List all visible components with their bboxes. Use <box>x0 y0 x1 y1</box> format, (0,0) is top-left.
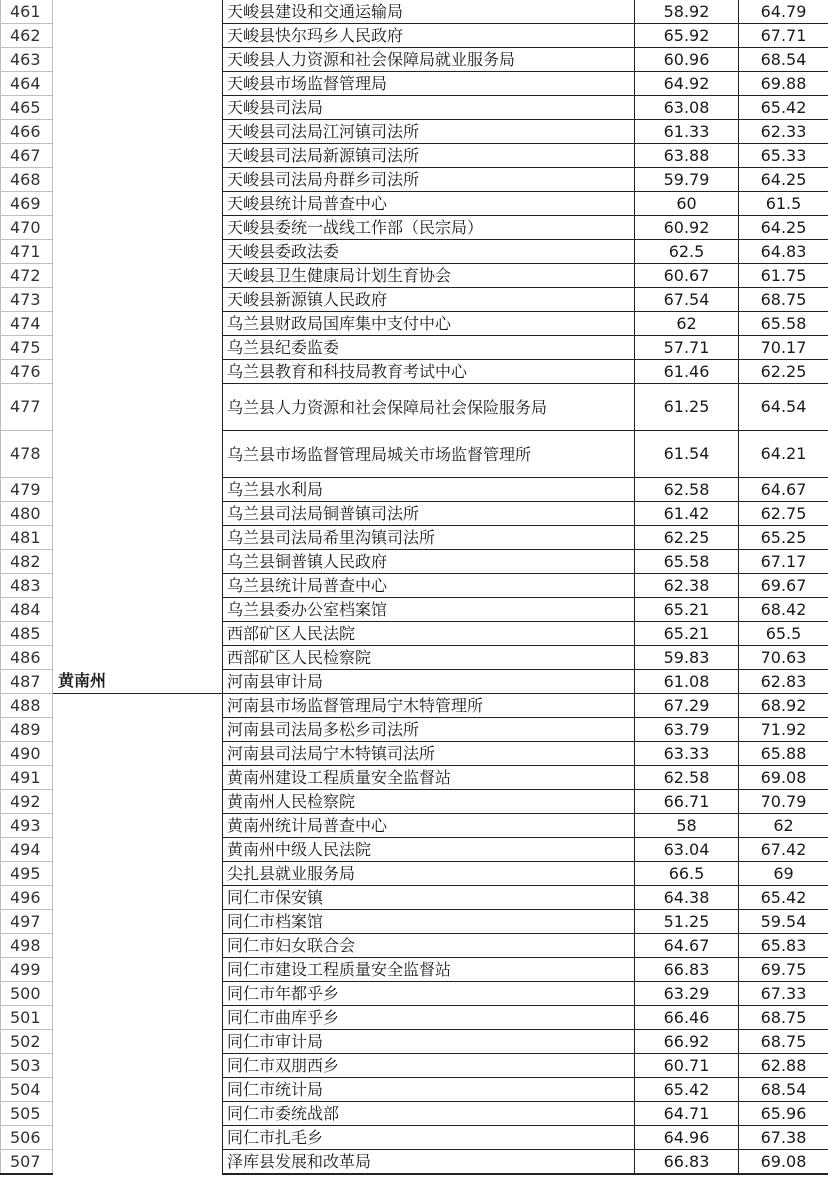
score-1-cell[interactable]: 60.67 <box>635 264 739 288</box>
table-row[interactable] <box>1 742 828 766</box>
region-cell[interactable] <box>53 0 223 24</box>
row-number-cell[interactable]: 468 <box>1 168 53 192</box>
table-row[interactable] <box>1 502 828 526</box>
region-cell[interactable] <box>53 550 223 574</box>
region-cell[interactable] <box>53 718 223 742</box>
table-row[interactable] <box>1 1102 828 1126</box>
score-2-cell[interactable]: 65.83 <box>739 934 828 958</box>
region-cell[interactable] <box>53 192 223 216</box>
score-1-cell[interactable]: 58.92 <box>635 0 739 24</box>
score-1-cell[interactable]: 66.83 <box>635 1150 739 1175</box>
unit-name-cell[interactable]: 同仁市档案馆 <box>223 910 635 934</box>
unit-name-cell[interactable]: 天峻县统计局普查中心 <box>223 192 635 216</box>
unit-name-cell[interactable]: 天峻县委政法委 <box>223 240 635 264</box>
table-row[interactable] <box>1 862 828 886</box>
table-row[interactable] <box>1 1006 828 1030</box>
score-2-cell[interactable]: 62.25 <box>739 360 828 384</box>
score-2-cell[interactable]: 64.79 <box>739 0 828 24</box>
region-cell[interactable] <box>53 886 223 910</box>
score-2-cell[interactable]: 69.88 <box>739 72 828 96</box>
unit-name-cell[interactable]: 同仁市委统战部 <box>223 1102 635 1126</box>
score-2-cell[interactable]: 67.71 <box>739 24 828 48</box>
region-cell[interactable] <box>53 958 223 982</box>
row-number-cell[interactable]: 476 <box>1 360 53 384</box>
unit-name-cell[interactable]: 河南县司法局多松乡司法所 <box>223 718 635 742</box>
unit-name-cell[interactable]: 同仁市建设工程质量安全监督站 <box>223 958 635 982</box>
row-number-cell[interactable]: 474 <box>1 312 53 336</box>
row-number-cell[interactable]: 497 <box>1 910 53 934</box>
row-number-cell[interactable]: 499 <box>1 958 53 982</box>
score-1-cell[interactable]: 58 <box>635 814 739 838</box>
row-number-cell[interactable]: 480 <box>1 502 53 526</box>
unit-name-cell[interactable]: 乌兰县铜普镇人民政府 <box>223 550 635 574</box>
region-cell[interactable] <box>53 1102 223 1126</box>
score-1-cell[interactable]: 65.21 <box>635 598 739 622</box>
table-row[interactable] <box>1 694 828 718</box>
table-row[interactable] <box>1 622 828 646</box>
table-row[interactable] <box>1 0 828 24</box>
score-2-cell[interactable]: 70.17 <box>739 336 828 360</box>
region-cell[interactable] <box>53 384 223 431</box>
unit-name-cell[interactable]: 天峻县司法局新源镇司法所 <box>223 144 635 168</box>
unit-name-cell[interactable]: 黄南州建设工程质量安全监督站 <box>223 766 635 790</box>
score-1-cell[interactable]: 57.71 <box>635 336 739 360</box>
unit-name-cell[interactable]: 尖扎县就业服务局 <box>223 862 635 886</box>
row-number-cell[interactable]: 466 <box>1 120 53 144</box>
unit-name-cell[interactable]: 天峻县市场监督管理局 <box>223 72 635 96</box>
row-number-cell[interactable]: 483 <box>1 574 53 598</box>
score-2-cell[interactable]: 65.5 <box>739 622 828 646</box>
score-2-cell[interactable]: 68.75 <box>739 1006 828 1030</box>
score-2-cell[interactable]: 68.75 <box>739 288 828 312</box>
table-row[interactable] <box>1 1126 828 1150</box>
unit-name-cell[interactable]: 乌兰县市场监督管理局城关市场监督管理所 <box>223 431 635 478</box>
score-1-cell[interactable]: 62.5 <box>635 240 739 264</box>
row-number-cell[interactable]: 485 <box>1 622 53 646</box>
score-2-cell[interactable]: 64.21 <box>739 431 828 478</box>
score-1-cell[interactable]: 60.71 <box>635 1054 739 1078</box>
table-row[interactable] <box>1 766 828 790</box>
table-row[interactable] <box>1 192 828 216</box>
table-row[interactable] <box>1 718 828 742</box>
unit-name-cell[interactable]: 乌兰县委办公室档案馆 <box>223 598 635 622</box>
table-row[interactable] <box>1 168 828 192</box>
unit-name-cell[interactable]: 黄南州统计局普查中心 <box>223 814 635 838</box>
region-cell[interactable] <box>53 910 223 934</box>
region-cell[interactable] <box>53 1030 223 1054</box>
region-cell[interactable] <box>53 622 223 646</box>
score-2-cell[interactable]: 64.25 <box>739 168 828 192</box>
score-1-cell[interactable]: 51.25 <box>635 910 739 934</box>
region-cell[interactable] <box>53 694 223 718</box>
table-row[interactable] <box>1 144 828 168</box>
table-row[interactable] <box>1 384 828 431</box>
table-row[interactable] <box>1 838 828 862</box>
score-1-cell[interactable]: 64.92 <box>635 72 739 96</box>
score-1-cell[interactable]: 65.42 <box>635 1078 739 1102</box>
table-row[interactable] <box>1 982 828 1006</box>
table-row[interactable] <box>1 96 828 120</box>
score-2-cell[interactable]: 61.5 <box>739 192 828 216</box>
region-cell[interactable] <box>53 48 223 72</box>
row-number-cell[interactable]: 501 <box>1 1006 53 1030</box>
unit-name-cell[interactable]: 天峻县司法局舟群乡司法所 <box>223 168 635 192</box>
unit-name-cell[interactable]: 乌兰县纪委监委 <box>223 336 635 360</box>
row-number-cell[interactable]: 498 <box>1 934 53 958</box>
score-2-cell[interactable]: 62.75 <box>739 502 828 526</box>
row-number-cell[interactable]: 487 <box>1 670 53 694</box>
table-row[interactable] <box>1 240 828 264</box>
row-number-cell[interactable]: 463 <box>1 48 53 72</box>
score-1-cell[interactable]: 63.08 <box>635 96 739 120</box>
score-2-cell[interactable]: 67.38 <box>739 1126 828 1150</box>
unit-name-cell[interactable]: 乌兰县司法局希里沟镇司法所 <box>223 526 635 550</box>
score-1-cell[interactable]: 62.58 <box>635 766 739 790</box>
row-number-cell[interactable]: 505 <box>1 1102 53 1126</box>
score-1-cell[interactable]: 63.33 <box>635 742 739 766</box>
score-1-cell[interactable]: 60.92 <box>635 216 739 240</box>
score-1-cell[interactable]: 61.54 <box>635 431 739 478</box>
row-number-cell[interactable]: 464 <box>1 72 53 96</box>
table-row[interactable] <box>1 48 828 72</box>
row-number-cell[interactable]: 496 <box>1 886 53 910</box>
score-1-cell[interactable]: 65.92 <box>635 24 739 48</box>
score-2-cell[interactable]: 71.92 <box>739 718 828 742</box>
score-2-cell[interactable]: 64.83 <box>739 240 828 264</box>
score-1-cell[interactable]: 64.67 <box>635 934 739 958</box>
score-2-cell[interactable]: 68.42 <box>739 598 828 622</box>
region-cell[interactable] <box>53 1126 223 1150</box>
table-row[interactable] <box>1 120 828 144</box>
unit-name-cell[interactable]: 天峻县建设和交通运输局 <box>223 0 635 24</box>
region-cell[interactable] <box>53 574 223 598</box>
region-cell[interactable] <box>53 934 223 958</box>
score-1-cell[interactable]: 64.71 <box>635 1102 739 1126</box>
row-number-cell[interactable]: 469 <box>1 192 53 216</box>
unit-name-cell[interactable]: 同仁市双朋西乡 <box>223 1054 635 1078</box>
table-row[interactable] <box>1 934 828 958</box>
table-row[interactable] <box>1 336 828 360</box>
score-2-cell[interactable]: 61.75 <box>739 264 828 288</box>
score-1-cell[interactable]: 66.46 <box>635 1006 739 1030</box>
region-cell[interactable] <box>53 790 223 814</box>
score-2-cell[interactable]: 65.58 <box>739 312 828 336</box>
region-cell[interactable] <box>53 120 223 144</box>
row-number-cell[interactable]: 502 <box>1 1030 53 1054</box>
score-1-cell[interactable]: 60 <box>635 192 739 216</box>
score-2-cell[interactable]: 62.88 <box>739 1054 828 1078</box>
row-number-cell[interactable]: 507 <box>1 1150 53 1175</box>
unit-name-cell[interactable]: 同仁市审计局 <box>223 1030 635 1054</box>
row-number-cell[interactable]: 500 <box>1 982 53 1006</box>
unit-name-cell[interactable]: 黄南州人民检察院 <box>223 790 635 814</box>
row-number-cell[interactable]: 462 <box>1 24 53 48</box>
score-2-cell[interactable]: 62.33 <box>739 120 828 144</box>
region-cell[interactable] <box>53 814 223 838</box>
score-1-cell[interactable]: 65.58 <box>635 550 739 574</box>
region-cell[interactable] <box>53 478 223 502</box>
unit-name-cell[interactable]: 乌兰县人力资源和社会保障局社会保险服务局 <box>223 384 635 431</box>
unit-name-cell[interactable]: 天峻县新源镇人民政府 <box>223 288 635 312</box>
table-row[interactable] <box>1 910 828 934</box>
unit-name-cell[interactable]: 乌兰县统计局普查中心 <box>223 574 635 598</box>
table-row[interactable] <box>1 312 828 336</box>
table-row[interactable] <box>1 646 828 670</box>
unit-name-cell[interactable]: 同仁市曲库乎乡 <box>223 1006 635 1030</box>
row-number-cell[interactable]: 465 <box>1 96 53 120</box>
region-cell[interactable] <box>53 598 223 622</box>
score-2-cell[interactable]: 65.42 <box>739 886 828 910</box>
score-1-cell[interactable]: 62.58 <box>635 478 739 502</box>
table-row[interactable] <box>1 264 828 288</box>
row-number-cell[interactable]: 493 <box>1 814 53 838</box>
row-number-cell[interactable]: 479 <box>1 478 53 502</box>
score-2-cell[interactable]: 68.54 <box>739 48 828 72</box>
score-1-cell[interactable]: 59.83 <box>635 646 739 670</box>
region-cell[interactable] <box>53 1054 223 1078</box>
table-row[interactable] <box>1 526 828 550</box>
unit-name-cell[interactable]: 黄南州中级人民法院 <box>223 838 635 862</box>
score-1-cell[interactable]: 62.38 <box>635 574 739 598</box>
unit-name-cell[interactable]: 乌兰县水利局 <box>223 478 635 502</box>
region-cell[interactable] <box>53 144 223 168</box>
region-cell[interactable] <box>53 502 223 526</box>
row-number-cell[interactable]: 475 <box>1 336 53 360</box>
unit-name-cell[interactable]: 天峻县司法局江河镇司法所 <box>223 120 635 144</box>
unit-name-cell[interactable]: 乌兰县司法局铜普镇司法所 <box>223 502 635 526</box>
score-2-cell[interactable]: 65.33 <box>739 144 828 168</box>
table-row[interactable] <box>1 1150 828 1175</box>
score-2-cell[interactable]: 65.25 <box>739 526 828 550</box>
table-row[interactable] <box>1 360 828 384</box>
score-1-cell[interactable]: 61.25 <box>635 384 739 431</box>
score-1-cell[interactable]: 64.38 <box>635 886 739 910</box>
table-row[interactable] <box>1 814 828 838</box>
row-number-cell[interactable]: 472 <box>1 264 53 288</box>
region-cell[interactable] <box>53 336 223 360</box>
region-cell[interactable] <box>53 216 223 240</box>
score-1-cell[interactable]: 64.96 <box>635 1126 739 1150</box>
score-1-cell[interactable]: 62.25 <box>635 526 739 550</box>
row-number-cell[interactable]: 495 <box>1 862 53 886</box>
region-cell[interactable] <box>53 360 223 384</box>
region-cell[interactable] <box>53 862 223 886</box>
row-number-cell[interactable]: 482 <box>1 550 53 574</box>
unit-name-cell[interactable]: 天峻县卫生健康局计划生育协会 <box>223 264 635 288</box>
region-cell[interactable] <box>53 288 223 312</box>
row-number-cell[interactable]: 504 <box>1 1078 53 1102</box>
table-row[interactable] <box>1 288 828 312</box>
score-2-cell[interactable]: 67.33 <box>739 982 828 1006</box>
score-2-cell[interactable]: 69.08 <box>739 1150 828 1175</box>
table-row[interactable] <box>1 886 828 910</box>
score-1-cell[interactable]: 60.96 <box>635 48 739 72</box>
score-1-cell[interactable]: 67.54 <box>635 288 739 312</box>
unit-name-cell[interactable]: 西部矿区人民法院 <box>223 622 635 646</box>
score-1-cell[interactable]: 63.04 <box>635 838 739 862</box>
unit-name-cell[interactable]: 同仁市妇女联合会 <box>223 934 635 958</box>
score-2-cell[interactable]: 65.88 <box>739 742 828 766</box>
score-2-cell[interactable]: 68.75 <box>739 1030 828 1054</box>
table-row[interactable] <box>1 670 828 694</box>
region-cell[interactable] <box>53 1078 223 1102</box>
score-2-cell[interactable]: 62 <box>739 814 828 838</box>
score-2-cell[interactable]: 70.79 <box>739 790 828 814</box>
table-row[interactable] <box>1 72 828 96</box>
table-row[interactable] <box>1 431 828 478</box>
row-number-cell[interactable]: 503 <box>1 1054 53 1078</box>
region-cell[interactable] <box>53 240 223 264</box>
region-cell[interactable] <box>53 168 223 192</box>
score-1-cell[interactable]: 63.29 <box>635 982 739 1006</box>
row-number-cell[interactable]: 473 <box>1 288 53 312</box>
score-2-cell[interactable]: 68.54 <box>739 1078 828 1102</box>
row-number-cell[interactable]: 491 <box>1 766 53 790</box>
unit-name-cell[interactable]: 天峻县快尔玛乡人民政府 <box>223 24 635 48</box>
score-2-cell[interactable]: 69.75 <box>739 958 828 982</box>
table-row[interactable] <box>1 1054 828 1078</box>
table-body <box>1 0 828 1174</box>
region-cell[interactable] <box>53 766 223 790</box>
score-1-cell[interactable]: 59.79 <box>635 168 739 192</box>
score-1-cell[interactable]: 66.83 <box>635 958 739 982</box>
score-2-cell[interactable]: 68.92 <box>739 694 828 718</box>
score-2-cell[interactable]: 70.63 <box>739 646 828 670</box>
unit-name-cell[interactable]: 乌兰县财政局国库集中支付中心 <box>223 312 635 336</box>
score-2-cell[interactable]: 65.42 <box>739 96 828 120</box>
score-1-cell[interactable]: 66.71 <box>635 790 739 814</box>
region-cell[interactable]: 黄南州 <box>53 670 223 694</box>
unit-name-cell[interactable]: 河南县市场监督管理局宁木特管理所 <box>223 694 635 718</box>
score-2-cell[interactable]: 67.42 <box>739 838 828 862</box>
row-number-cell[interactable]: 478 <box>1 431 53 478</box>
row-number-cell[interactable]: 481 <box>1 526 53 550</box>
region-cell[interactable] <box>53 1006 223 1030</box>
score-1-cell[interactable]: 61.46 <box>635 360 739 384</box>
row-number-cell[interactable]: 484 <box>1 598 53 622</box>
table-row[interactable] <box>1 216 828 240</box>
table-row[interactable] <box>1 598 828 622</box>
region-cell[interactable] <box>53 526 223 550</box>
unit-name-cell[interactable]: 泽库县发展和改革局 <box>223 1150 635 1175</box>
row-number-cell[interactable]: 470 <box>1 216 53 240</box>
region-cell[interactable] <box>53 264 223 288</box>
row-number-cell[interactable]: 461 <box>1 0 53 24</box>
region-cell[interactable] <box>53 646 223 670</box>
score-1-cell[interactable]: 61.42 <box>635 502 739 526</box>
unit-name-cell[interactable]: 同仁市保安镇 <box>223 886 635 910</box>
score-2-cell[interactable]: 69 <box>739 862 828 886</box>
unit-name-cell[interactable]: 天峻县人力资源和社会保障局就业服务局 <box>223 48 635 72</box>
row-number-cell[interactable]: 477 <box>1 384 53 431</box>
region-cell[interactable] <box>53 838 223 862</box>
row-number-cell[interactable]: 489 <box>1 718 53 742</box>
score-1-cell[interactable]: 62 <box>635 312 739 336</box>
score-1-cell[interactable]: 61.08 <box>635 670 739 694</box>
score-1-cell[interactable]: 66.92 <box>635 1030 739 1054</box>
row-number-cell[interactable]: 506 <box>1 1126 53 1150</box>
score-2-cell[interactable]: 69.67 <box>739 574 828 598</box>
unit-name-cell[interactable]: 同仁市统计局 <box>223 1078 635 1102</box>
score-2-cell[interactable]: 64.25 <box>739 216 828 240</box>
score-1-cell[interactable]: 67.29 <box>635 694 739 718</box>
score-2-cell[interactable]: 59.54 <box>739 910 828 934</box>
score-2-cell[interactable]: 64.54 <box>739 384 828 431</box>
region-cell[interactable] <box>53 742 223 766</box>
table-row[interactable] <box>1 574 828 598</box>
table-row[interactable] <box>1 24 828 48</box>
row-number-cell[interactable]: 471 <box>1 240 53 264</box>
row-number-cell[interactable]: 490 <box>1 742 53 766</box>
score-2-cell[interactable]: 62.83 <box>739 670 828 694</box>
score-1-cell[interactable]: 65.21 <box>635 622 739 646</box>
score-1-cell[interactable]: 63.88 <box>635 144 739 168</box>
unit-name-cell[interactable]: 河南县审计局 <box>223 670 635 694</box>
score-1-cell[interactable]: 63.79 <box>635 718 739 742</box>
row-number-cell[interactable]: 486 <box>1 646 53 670</box>
unit-name-cell[interactable]: 同仁市扎毛乡 <box>223 1126 635 1150</box>
score-2-cell[interactable]: 65.96 <box>739 1102 828 1126</box>
row-number-cell[interactable]: 492 <box>1 790 53 814</box>
unit-name-cell[interactable]: 西部矿区人民检察院 <box>223 646 635 670</box>
region-cell[interactable] <box>53 24 223 48</box>
region-cell[interactable] <box>53 312 223 336</box>
row-number-cell[interactable]: 467 <box>1 144 53 168</box>
score-1-cell[interactable]: 66.5 <box>635 862 739 886</box>
table-row[interactable] <box>1 790 828 814</box>
unit-name-cell[interactable]: 同仁市年都乎乡 <box>223 982 635 1006</box>
row-number-cell[interactable]: 494 <box>1 838 53 862</box>
score-2-cell[interactable]: 64.67 <box>739 478 828 502</box>
unit-name-cell[interactable]: 天峻县司法局 <box>223 96 635 120</box>
table-row[interactable] <box>1 1030 828 1054</box>
table-row[interactable] <box>1 958 828 982</box>
region-cell[interactable] <box>53 431 223 478</box>
table-row[interactable] <box>1 1078 828 1102</box>
score-1-cell[interactable]: 61.33 <box>635 120 739 144</box>
region-cell[interactable] <box>53 982 223 1006</box>
table-row[interactable] <box>1 478 828 502</box>
row-number-cell[interactable]: 488 <box>1 694 53 718</box>
unit-name-cell[interactable]: 天峻县委统一战线工作部（民宗局） <box>223 216 635 240</box>
unit-name-cell[interactable]: 乌兰县教育和科技局教育考试中心 <box>223 360 635 384</box>
table-row[interactable] <box>1 550 828 574</box>
unit-name-cell[interactable]: 河南县司法局宁木特镇司法所 <box>223 742 635 766</box>
region-cell[interactable] <box>53 72 223 96</box>
score-2-cell[interactable]: 69.08 <box>739 766 828 790</box>
score-2-cell[interactable]: 67.17 <box>739 550 828 574</box>
region-cell[interactable] <box>53 96 223 120</box>
region-cell[interactable] <box>53 1150 223 1175</box>
